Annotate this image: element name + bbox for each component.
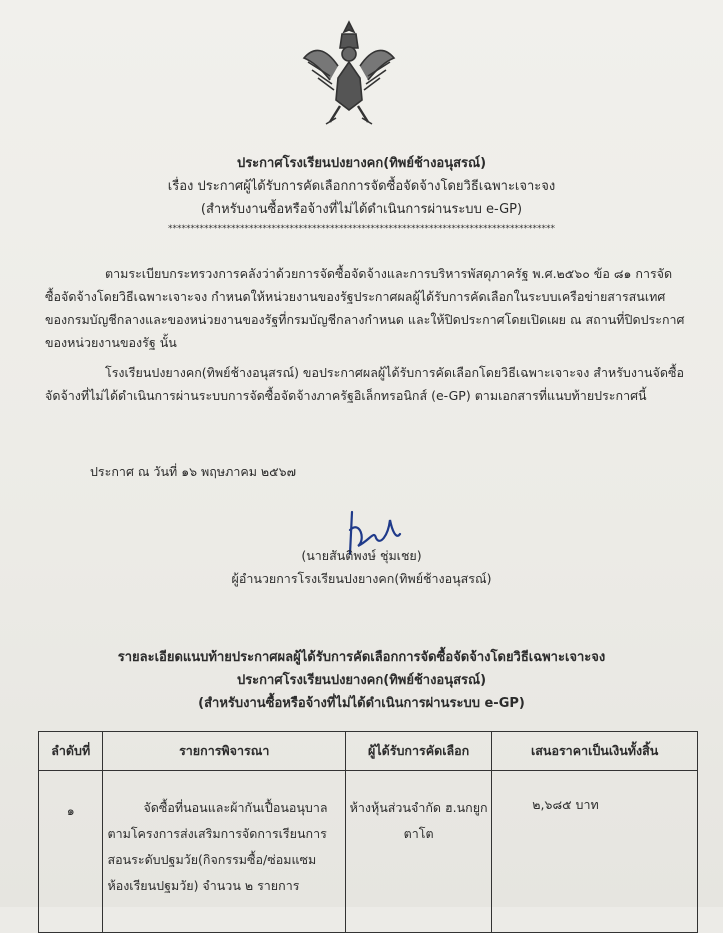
attachment-title: รายละเอียดแนบท้ายประกาศผลผู้ได้รับการคัดเลือกการจัดซื้อจัดจ้างโดยวิธีเฉพาะเจาะจง [117,650,606,665]
announcement-subtitle: (สำหรับงานซื้อหรือจ้างที่ไม่ได้ดำเนินการผ่านระบบ e-GP) [200,202,523,217]
row-price: ๒,๖๘๕ บาท [492,771,698,933]
attachment-subtitle-2: (สำหรับงานซื้อหรือจ้างที่ไม่ได้ดำเนินการผ่านระบบ e-GP) [198,696,525,711]
row-vendor: ห้างหุ้นส่วนจำกัด ฮ.นกยูกตาโต [345,771,491,933]
column-header-price: เสนอราคาเป็นเงินทั้งสิ้น [492,732,698,771]
separator-line: ************************************************************************************** [168,224,555,234]
attachment-subtitle-1: ประกาศโรงเรียนปงยางคก(ทิพย์ช้างอนุสรณ์) [236,673,487,688]
signer-position: ผู้อำนวยการโรงเรียนปงยางคก(ทิพย์ช้างอนุสรณ์) [231,571,492,586]
announcement-date: ประกาศ ณ วันที่ ๑๖ พฤษภาคม ๒๕๖๗ [90,464,296,479]
table-header-row [39,732,698,771]
signer-name: (นายสันติพงษ์ ชุ่มเชย) [301,548,422,563]
column-header-item: รายการพิจารณา [103,732,346,771]
column-header-vendor: ผู้ได้รับการคัดเลือก [345,732,491,771]
body-paragraph-1: ตามระเบียบกระทรวงการคลังว่าด้วยการจัดซื้อจัดจ้างและการบริหารพัสดุภาครัฐ พ.ศ.๒๕๖๐ ข้อ ๘๑ การจัดซื้อจัดจ้างโดยวิธีเฉพาะเจาะจง กำหนดให้หน่วยงานของรัฐประกาศผลผู้ได้รับการคัดเลือกในระบบเครือข่ายสารสนเทศของกรมบัญชีกลางและของหน่วยงานของรัฐที่กรมบัญชีกลางกำหนด และให้ปิดประกาศโดยเปิดเผย ณ สถานที่ปิดประกาศของหน่วยงานของรัฐ นั้น [45,266,685,350]
announcement-title: ประกาศโรงเรียนปงยางคก(ทิพย์ช้างอนุสรณ์) [236,156,487,171]
garuda-emblem-icon [300,18,398,128]
body-paragraph-2: โรงเรียนปงยางคก(ทิพย์ช้างอนุสรณ์) ขอประกาศผลผู้ได้รับการคัดเลือกโดยวิธีเฉพาะเจาะจง สำหรับงานจัดซื้อจัดจ้างที่ไม่ได้ดำเนินการผ่านระบบการจัดซื้อจัดจ้างภาครัฐอิเล็กทรอนิกส์ (e-GP) ตามเอกสารที่แนบท้ายประกาศนี้ [45,365,684,403]
selection-result-table [38,731,698,933]
row-number: ๑ [39,771,103,933]
row-item: จัดซื้อที่นอนและผ้ากันเปื้อนอนุบาล ตามโครงการส่งเสริมการจัดการเรียนการสอนระดับปฐมวัย(กิจกรรมซื้อ/ซ่อมแซมห้องเรียนปฐมวัย) จำนวน ๒ รายการ [103,771,346,933]
column-header-no: ลำดับที่ [39,732,103,771]
table-row [39,771,698,933]
announcement-subject: เรื่อง ประกาศผู้ได้รับการคัดเลือกการจัดซื้อจัดจ้างโดยวิธีเฉพาะเจาะจง [167,179,556,194]
